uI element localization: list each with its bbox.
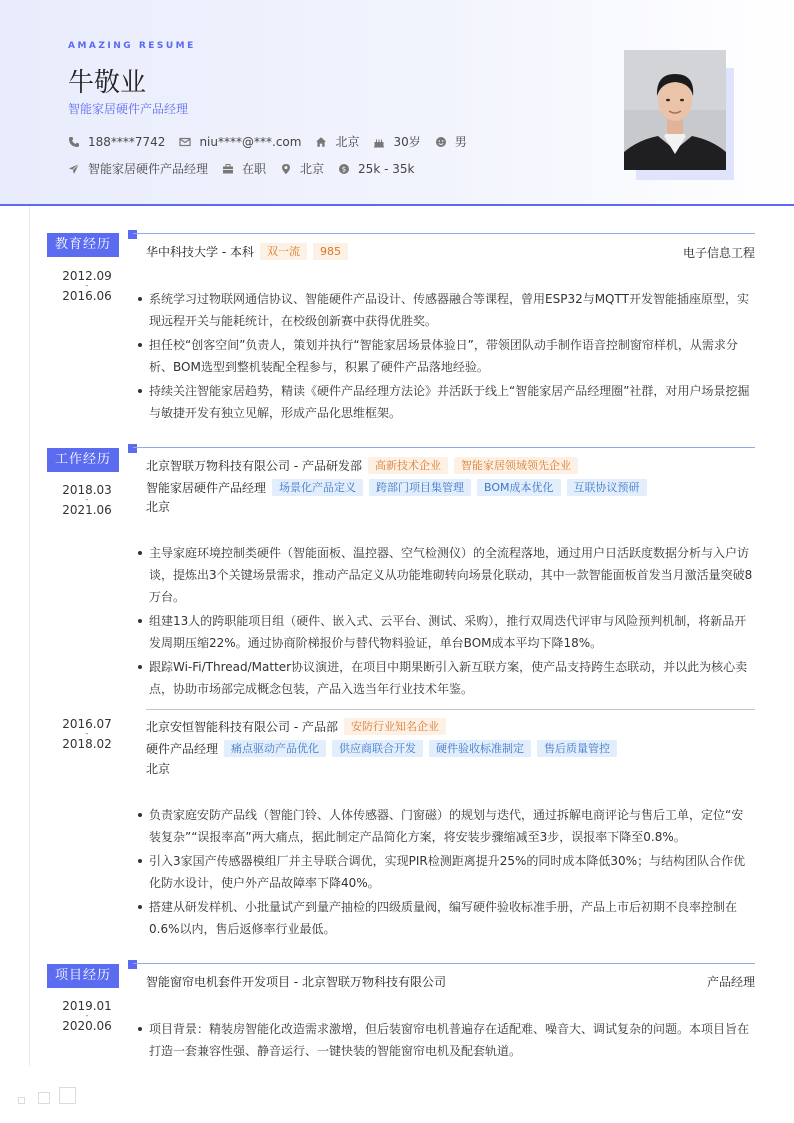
age-info bbox=[373, 133, 420, 150]
education-school-row bbox=[146, 243, 348, 260]
target-city-info bbox=[280, 160, 324, 177]
contact-row bbox=[68, 133, 481, 150]
job-dates bbox=[40, 717, 134, 751]
date-separator: - bbox=[85, 281, 89, 290]
start-date: 2018.03 bbox=[62, 483, 112, 497]
briefcase-icon bbox=[222, 163, 234, 175]
section-divider bbox=[133, 233, 755, 234]
education-details bbox=[138, 288, 754, 426]
target-role-text: 智能家居硬件产品经理 bbox=[88, 162, 209, 176]
major-name: 电子信息工程 bbox=[682, 246, 755, 260]
profile-photo bbox=[624, 50, 726, 170]
section-divider bbox=[133, 963, 755, 964]
phone-icon bbox=[68, 136, 80, 148]
gender-text: 男 bbox=[454, 135, 467, 149]
work-section-title: 工作经历 bbox=[47, 448, 119, 472]
send-icon bbox=[68, 163, 80, 175]
section-marker bbox=[128, 230, 137, 239]
salary-text: 25k - 35k bbox=[358, 161, 415, 176]
tagline: AMAZING RESUME bbox=[68, 41, 196, 51]
skill-tag: BOM成本优化 bbox=[477, 479, 561, 496]
start-date: 2016.07 bbox=[62, 717, 112, 731]
role-name: 智能家居硬件产品经理 bbox=[146, 481, 267, 495]
timeline-rail bbox=[29, 206, 30, 1066]
location-icon bbox=[280, 163, 292, 175]
list-item: 搭建从研发样机、小批量试产到量产抽检的四级质量阀，编写硬件验收标准手册，产品上市后初期不良率控制在0.6%以内，售后返修率行业最低。 bbox=[138, 896, 754, 940]
school-tag: 985 bbox=[313, 243, 348, 260]
cake-icon bbox=[373, 136, 385, 148]
phone-info bbox=[68, 135, 165, 149]
education-dates bbox=[40, 269, 134, 303]
email-text: niu****@***.com bbox=[199, 134, 302, 149]
project-role: 产品经理 bbox=[706, 975, 755, 989]
date-separator: - bbox=[85, 729, 89, 738]
list-item: 引入3家国产传感器模组厂并主导联合调优，实现PIR检测距离提升25%的同时成本降低30%；与结构团队合作优化防水设计，使户外产品故障率下降40%。 bbox=[138, 850, 754, 894]
age-text: 30岁 bbox=[393, 135, 421, 149]
school-name: 华中科技大学 - 本科 bbox=[146, 245, 254, 259]
skill-tag: 售后质量管控 bbox=[537, 740, 617, 757]
skill-tag: 跨部门项目集管理 bbox=[369, 479, 471, 496]
end-date: 2020.06 bbox=[62, 1019, 112, 1033]
salary-info bbox=[338, 162, 414, 176]
job-city: 北京 bbox=[146, 762, 171, 776]
svg-text:$: $ bbox=[341, 165, 347, 174]
skill-tag: 互联协议预研 bbox=[567, 479, 647, 496]
project-section-title: 项目经历 bbox=[47, 964, 119, 988]
money-icon bbox=[338, 163, 350, 175]
job-dates bbox=[40, 483, 134, 517]
skill-tag: 场景化产品定义 bbox=[272, 479, 363, 496]
section-divider bbox=[133, 447, 755, 448]
list-item: 担任校“创客空间”负责人，策划并执行“智能家居场景体验日”，带领团队动手制作语音控制窗帘样机，从需求分析、BOM选型到整机装配全程参与，积累了硬件产品落地经验。 bbox=[138, 334, 754, 378]
home-info bbox=[315, 133, 359, 150]
candidate-name: 牛敬业 bbox=[68, 68, 147, 98]
status-text: 在职 bbox=[242, 162, 267, 176]
email-info bbox=[179, 135, 301, 149]
job-city: 北京 bbox=[146, 500, 171, 514]
end-date: 2018.02 bbox=[62, 737, 112, 751]
resume-header bbox=[0, 0, 794, 206]
job-role-row bbox=[146, 479, 647, 496]
company-name: 北京智联万物科技有限公司 - 产品研发部 bbox=[146, 459, 362, 473]
school-tag: 双一流 bbox=[260, 243, 307, 260]
job-details bbox=[138, 804, 754, 942]
footer-deco-square bbox=[59, 1087, 76, 1104]
home-text: 北京 bbox=[335, 135, 360, 149]
section-marker bbox=[128, 444, 137, 453]
gender-info bbox=[435, 133, 467, 150]
job-company-row bbox=[146, 718, 446, 735]
date-separator: - bbox=[85, 1011, 89, 1020]
company-tag: 安防行业知名企业 bbox=[344, 718, 446, 735]
date-separator: - bbox=[85, 495, 89, 504]
target-role-info bbox=[68, 160, 208, 177]
footer-deco-square bbox=[38, 1092, 50, 1104]
phone-text: 188****7742 bbox=[88, 134, 166, 149]
candidate-title: 智能家居硬件产品经理 bbox=[68, 102, 189, 116]
skill-tag: 痛点驱动产品优化 bbox=[224, 740, 326, 757]
footer-deco-square bbox=[18, 1097, 25, 1104]
list-item: 组建13人的跨职能项目组（硬件、嵌入式、云平台、测试、采购），推行双周迭代评审与风险预判机制，将新品开发周期压缩22%。通过协商阶梯报价与替代物料验证，单台BOM成本平均下降18%。 bbox=[138, 610, 754, 654]
project-dates bbox=[40, 999, 134, 1033]
list-item: 持续关注智能家居趋势，精读《硬件产品经理方法论》并活跃于线上“智能家居产品经理圈”社群，对用户场景挖掘与敏捷开发有独立见解，形成产品化思维框架。 bbox=[138, 380, 754, 424]
job-intent-row bbox=[68, 160, 428, 177]
status-info bbox=[222, 160, 266, 177]
company-name: 北京安恒智能科技有限公司 - 产品部 bbox=[146, 720, 338, 734]
education-section-title: 教育经历 bbox=[47, 233, 119, 257]
company-tag: 高新技术企业 bbox=[368, 457, 448, 474]
role-name: 硬件产品经理 bbox=[146, 742, 219, 756]
skill-tag: 硬件验收标准制定 bbox=[429, 740, 531, 757]
skill-tag: 供应商联合开发 bbox=[332, 740, 423, 757]
job-company-row bbox=[146, 457, 578, 474]
list-item: 跟踪Wi-Fi/Thread/Matter协议演进，在项目中期果断引入新互联方案，使产品支持跨生态联动，并以此为核心卖点，协助市场部完成概念包装，产品入选当年行业技术年鉴。 bbox=[138, 656, 754, 700]
home-icon bbox=[315, 136, 327, 148]
end-date: 2016.06 bbox=[62, 289, 112, 303]
end-date: 2021.06 bbox=[62, 503, 112, 517]
project-title: 智能窗帘电机套件开发项目 - 北京智联万物科技有限公司 bbox=[146, 975, 446, 989]
target-city-text: 北京 bbox=[300, 162, 325, 176]
project-details bbox=[138, 1018, 754, 1064]
job-divider bbox=[146, 709, 755, 710]
start-date: 2019.01 bbox=[62, 999, 112, 1013]
job-role-row bbox=[146, 740, 617, 757]
gender-icon bbox=[435, 136, 447, 148]
list-item: 系统学习过物联网通信协议、智能硬件产品设计、传感器融合等课程，曾用ESP32与MQTT开发智能插座原型，实现远程开关与能耗统计，在校级创新赛中获得优胜奖。 bbox=[138, 288, 754, 332]
job-details bbox=[138, 542, 754, 702]
list-item: 项目背景：精装房智能化改造需求激增，但后装窗帘电机普遍存在适配难、噪音大、调试复杂的问题。本项目旨在打造一套兼容性强、静音运行、一键快装的智能窗帘电机及配套轨道。 bbox=[138, 1018, 754, 1062]
start-date: 2012.09 bbox=[62, 269, 112, 283]
list-item: 主导家庭环境控制类硬件（智能面板、温控器、空气检测仪）的全流程落地，通过用户日活跃度数据分析与入户访谈，提炼出3个关键场景需求，推动产品定义从功能堆砌转向场景化联动，其中一款智能面板首发当月激活量突破8万台。 bbox=[138, 542, 754, 608]
list-item: 负责家庭安防产品线（智能门铃、人体传感器、门窗磁）的规划与迭代，通过拆解电商评论与售后工单，定位“安装复杂”“误报率高”两大痛点，据此制定产品简化方案，将安装步骤缩减至3步，误报率下降至0.8%。 bbox=[138, 804, 754, 848]
section-marker bbox=[128, 960, 137, 969]
company-tag: 智能家居领域领先企业 bbox=[454, 457, 578, 474]
mail-icon bbox=[179, 136, 191, 148]
